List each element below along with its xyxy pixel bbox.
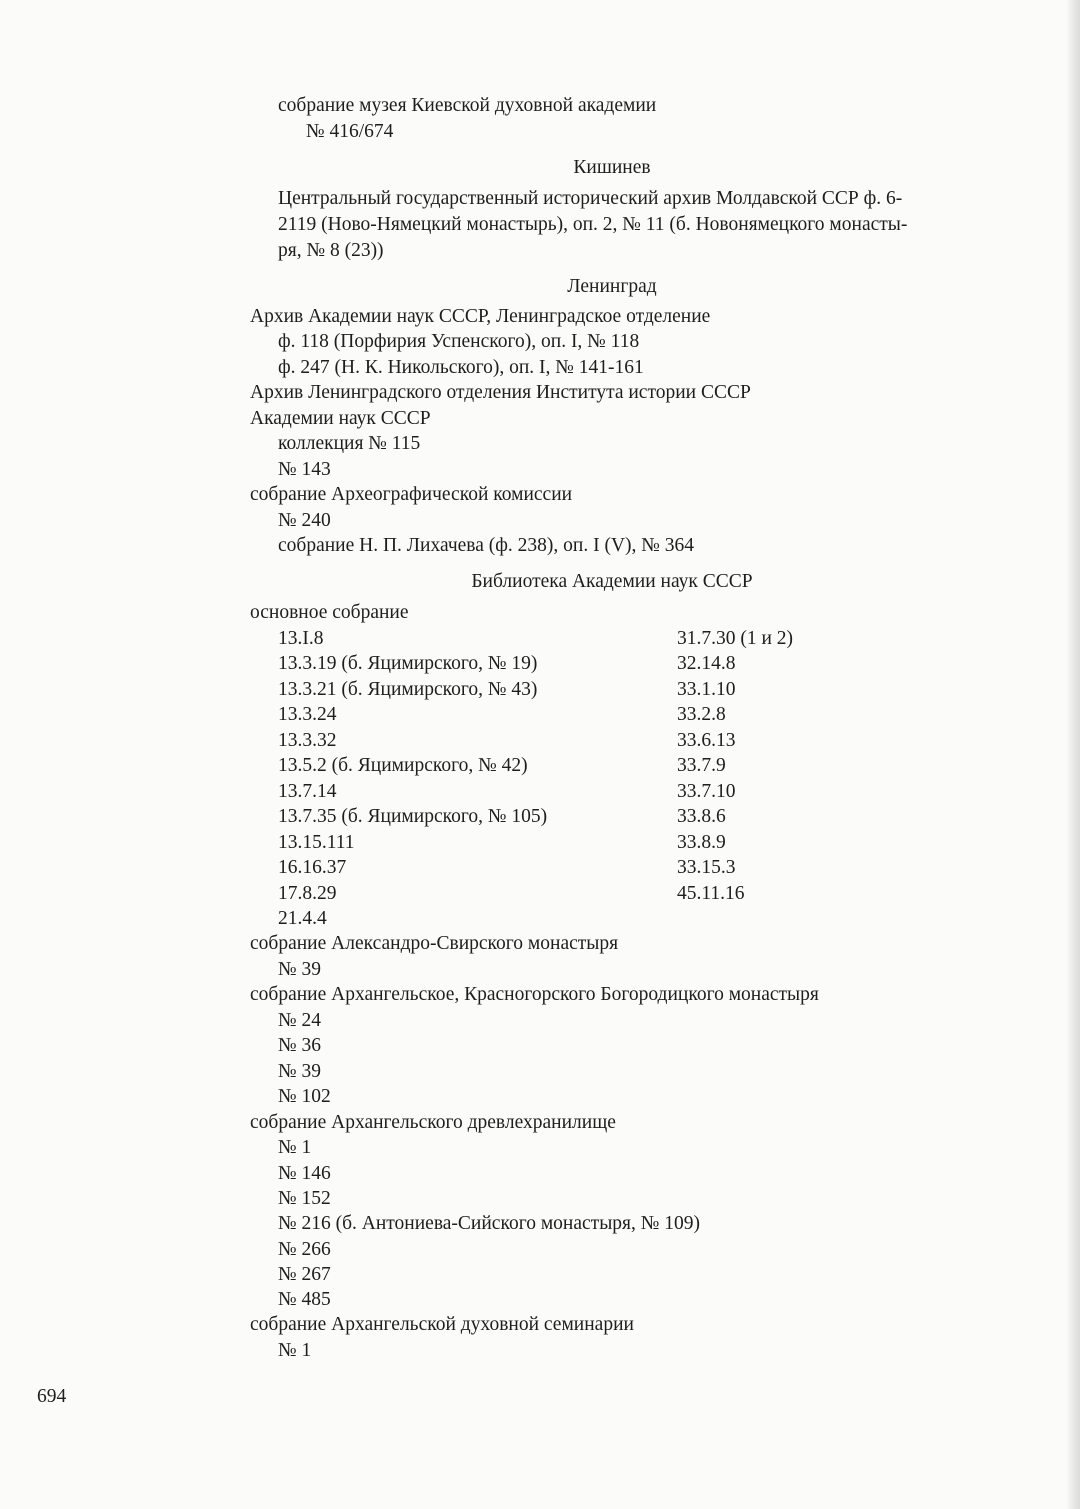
archive-entry: № 143 [278,459,331,480]
shelfmark-right: 33.7.10 [677,781,736,802]
kishinev-text-line-2: 2119 (Ново-Нямецкий монастырь), оп. 2, № 11 (б. Новонямецкого монасты- [278,214,908,235]
collection-title: собрание Архангельской духовной семинарии [250,1314,634,1335]
archive-entry: ф. 247 (Н. К. Никольского), оп. I, № 141-161 [278,357,644,378]
collection-item: № 1 [278,1137,312,1158]
heading-kishinev: Кишинев [573,157,651,178]
kiev-collection-line: собрание музея Киевской духовной академии [278,95,657,116]
shelfmark-left: 13.7.35 (б. Яцимирского, № 105) [278,806,548,827]
shelfmark-left: 13.3.32 [278,730,337,751]
kiev-collection-number: № 416/674 [306,121,394,142]
shelfmark-right: 33.8.6 [677,806,726,827]
collection-title: собрание Архангельское, Красногорского Богородицкого монастыря [250,984,819,1005]
shelfmark-right: 33.6.13 [677,730,736,751]
main-collection-label: основное собрание [250,602,409,623]
archive-entry: № 240 [278,510,331,531]
collection-item: № 267 [278,1264,331,1285]
collection-item: № 1 [278,1340,312,1361]
shelfmark-right: 33.7.9 [677,755,726,776]
shelfmark-left: 17.8.29 [278,883,337,904]
archive-entry: Архив Ленинградского отделения Института истории СССР [250,382,751,403]
shelfmark-left: 13.3.19 (б. Яцимирского, № 19) [278,653,538,674]
collection-title: собрание Александро-Свирского монастыря [250,933,619,954]
collection-item: № 102 [278,1086,331,1107]
collection-item: № 24 [278,1010,321,1031]
archive-entry: ф. 118 (Порфирия Успенского), оп. I, № 118 [278,331,640,352]
collection-item: № 146 [278,1163,331,1184]
collection-item: № 152 [278,1188,331,1209]
shelfmark-right: 33.1.10 [677,679,736,700]
collection-item: № 216 (б. Антониева-Сийского монастыря, № 109) [278,1213,700,1234]
archive-entry: Академии наук СССР [250,408,431,429]
shelfmark-right: 32.14.8 [677,653,736,674]
heading-ban-library: Библиотека Академии наук СССР [471,571,753,592]
collection-item: № 39 [278,1061,321,1082]
collection-item: № 485 [278,1289,331,1310]
shelfmark-left: 21.4.4 [278,908,327,929]
archive-entry: Архив Академии наук СССР, Ленинградское отделение [250,306,711,327]
archive-entry: коллекция № 115 [278,433,421,454]
archive-entry: собрание Археографической комиссии [250,484,573,505]
kishinev-text-line-3: ря, № 8 (23)) [278,240,384,261]
shelfmark-left: 13.3.21 (б. Яцимирского, № 43) [278,679,538,700]
shelfmark-left: 13.3.24 [278,704,337,725]
shelfmark-right: 31.7.30 (1 и 2) [677,628,794,649]
shelfmark-left: 13.5.2 (б. Яцимирского, № 42) [278,755,528,776]
shelfmark-right: 33.2.8 [677,704,726,725]
shelfmark-left: 13.I.8 [278,628,324,649]
page-edge-shadow [1066,0,1080,1509]
shelfmark-left: 13.15.111 [278,832,355,853]
shelfmark-right: 33.15.3 [677,857,736,878]
collection-title: собрание Архангельского древлехранилище [250,1112,616,1133]
page-number: 694 [37,1386,67,1407]
heading-leningrad: Ленинград [567,276,657,297]
collection-item: № 36 [278,1035,321,1056]
collection-item: № 39 [278,959,321,980]
shelfmark-right: 45.11.16 [677,883,745,904]
shelfmark-right: 33.8.9 [677,832,726,853]
archive-entry: собрание Н. П. Лихачева (ф. 238), оп. I (V), № 364 [278,535,694,556]
collection-item: № 266 [278,1239,331,1260]
shelfmark-left: 13.7.14 [278,781,337,802]
kishinev-text-line-1: Центральный государственный исторический архив Молдавской ССР ф. 6- [278,188,903,209]
shelfmark-left: 16.16.37 [278,857,347,878]
